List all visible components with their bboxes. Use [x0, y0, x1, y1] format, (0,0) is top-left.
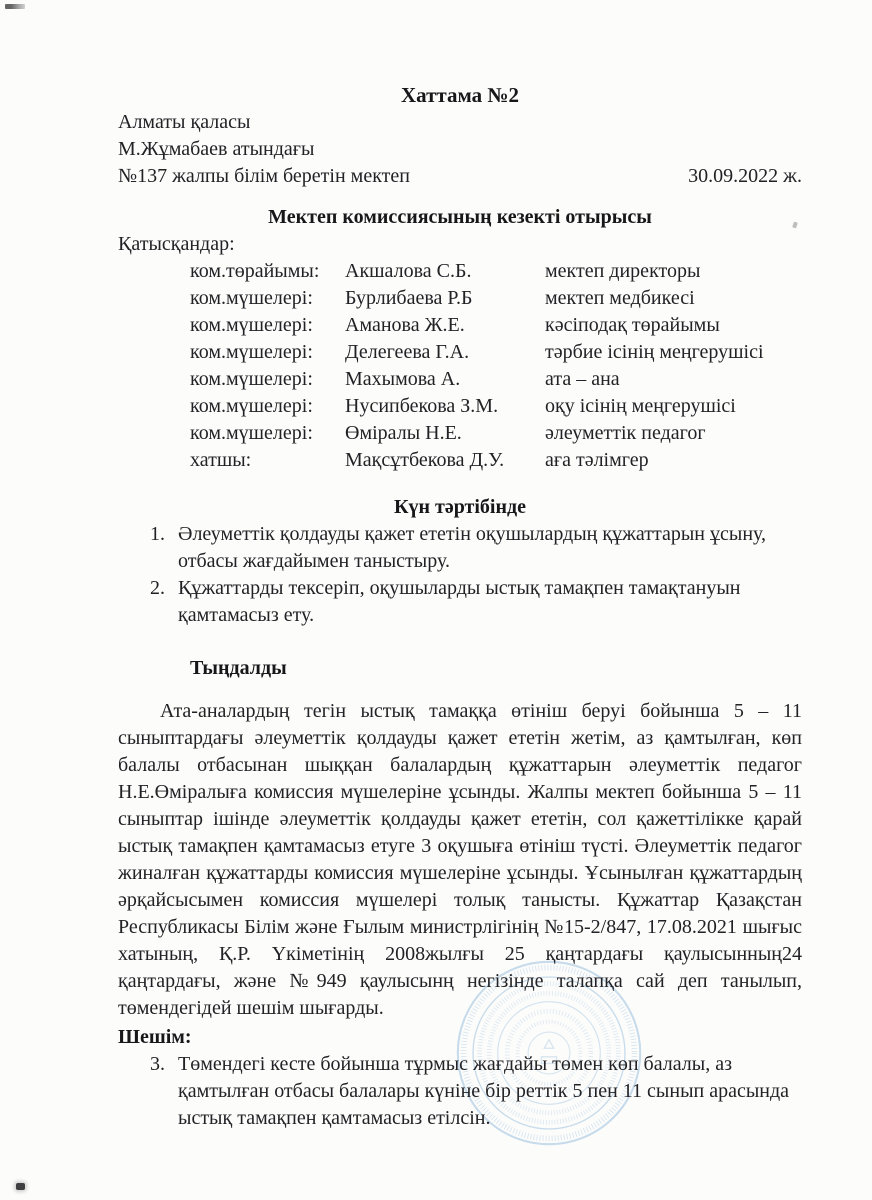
- agenda-item-text: Әлеуметтік қолдауды қажет ететін оқушылардың құжаттарын ұсыну, отбасы жағдайымен таныстыру.: [178, 523, 767, 572]
- participant-row: [118, 420, 802, 447]
- participant-name: Нусипбекова З.М.: [345, 395, 499, 417]
- agenda-item: [118, 575, 802, 629]
- meeting-heading: Мектеп комиссиясының кезекті отырысы: [268, 206, 652, 228]
- decision-heading: Шешім:: [118, 1026, 192, 1048]
- participant-position: аға тәлімгер: [545, 449, 649, 471]
- participant-role: ком.мүшелері:: [190, 395, 313, 417]
- participant-role: ком.төрайымы:: [190, 260, 320, 282]
- participant-name: Акшалова С.Б.: [345, 260, 472, 282]
- participant-position: ата – ана: [545, 368, 620, 390]
- participant-name: Махымова А.: [345, 368, 461, 390]
- participant-position: кәсіподақ төрайымы: [545, 314, 720, 336]
- participant-name: Өміралы Н.Е.: [345, 422, 462, 444]
- agenda-item-text: Құжаттарды тексеріп, оқушыларды ыстық тамақпен тамақтануын қамтамасыз ету.: [178, 577, 741, 626]
- participant-position: мектеп директоры: [545, 260, 701, 282]
- participant-role: ком.мүшелері:: [190, 341, 313, 363]
- heard-paragraph: Ата-аналардың тегін ыстық тамаққа өтініш беруі бойынша 5 – 11 сыныптардағы әлеуметтік қолдауды қажет ететін жетім, аз қамтылған, көп балалы отбасынан шыққан балалардың құжаттарын әлеуметтік педагог Н.Е.Өміралыға комиссия мүшелеріне ұсынды. Жалпы мектеп бойынша 5 – 11 сыныптар ішінде әлеуметтік қолдауды қажет ететін, сол қажеттілікке қарай ыстық тамақпен қамтамасыз етуге 3 оқушыға өтініш түсті. Әлеуметтік педагог жиналған құжаттарды комиссия мүшелеріне ұсынды. Ұсынылған құжаттардың әрқайсысымен комиссия мүшелері толық танысты. Құжаттар Қазақстан Республикасы Білім және Ғылым министрлігінің №15-2/847, 17.08.2021 шығыс хатының, Қ.Р. Үкіметінің 2008жылғы 25 қаңтардағы қаулысынның24 қаңтардағы, және №949 қаулысынң негізінде талапқа сай деп танылып, төмендегідей шешім шығарды.: [118, 700, 802, 1019]
- participant-role: ком.мүшелері:: [190, 368, 313, 390]
- participant-position: әлеуметтік педагог: [545, 422, 706, 444]
- scan-artifact-top-left: [5, 4, 25, 9]
- document-date: 30.09.2022 ж.: [688, 165, 802, 187]
- participant-name: Бурлибаева Р.Б: [345, 287, 473, 309]
- participant-name: Аманова Ж.Е.: [345, 314, 465, 336]
- school-number-line: №137 жалпы білім беретін мектеп: [118, 165, 410, 187]
- school-name-line: М.Жұмабаев атындағы: [118, 138, 315, 160]
- agenda-item-number: 1.: [150, 523, 165, 545]
- participant-role: ком.мүшелері:: [190, 287, 313, 309]
- agenda-item: [118, 521, 802, 575]
- participant-name: Мақсұтбекова Д.У.: [345, 449, 505, 471]
- participant-name: Делегеева Г.А.: [345, 341, 470, 363]
- participant-role: ком.мүшелері:: [190, 422, 313, 444]
- decision-item-number: 3.: [150, 1053, 165, 1075]
- city-line: Алматы қаласы: [118, 111, 251, 133]
- participants-label: Қатысқандар:: [118, 233, 235, 255]
- participant-row: [118, 393, 802, 420]
- scan-artifact-bottom-left: [16, 1183, 25, 1190]
- participant-row: [118, 447, 802, 474]
- participant-position: тәрбие ісінің меңгерушісі: [545, 341, 764, 363]
- agenda-heading: Күн тәртібінде: [393, 496, 527, 518]
- participant-row: [118, 366, 802, 393]
- decision-item-text: Төмендегі кесте бойынша тұрмыс жағдайы төмен көп балалы, аз қамтылған отбасы балалары күніне бір реттік 5 пен 11 сынып арасында ыстық тамақпен қамтамасыз етілсін.: [178, 1053, 790, 1129]
- participant-role: хатшы:: [190, 449, 252, 471]
- school-and-date-row: [118, 163, 802, 190]
- participant-row: [118, 312, 802, 339]
- document-title: Хаттама №2: [400, 83, 520, 107]
- decision-item: [118, 1051, 802, 1132]
- agenda-item-number: 2.: [150, 577, 165, 599]
- participant-row: [118, 258, 802, 285]
- heard-heading: Тыңдалды: [190, 657, 287, 679]
- participant-role: ком.мүшелері:: [190, 314, 313, 336]
- participant-position: мектеп медбикесі: [545, 287, 695, 309]
- participant-row: [118, 285, 802, 312]
- participant-row: [118, 339, 802, 366]
- participant-position: оқу ісінің меңгерушісі: [545, 395, 736, 417]
